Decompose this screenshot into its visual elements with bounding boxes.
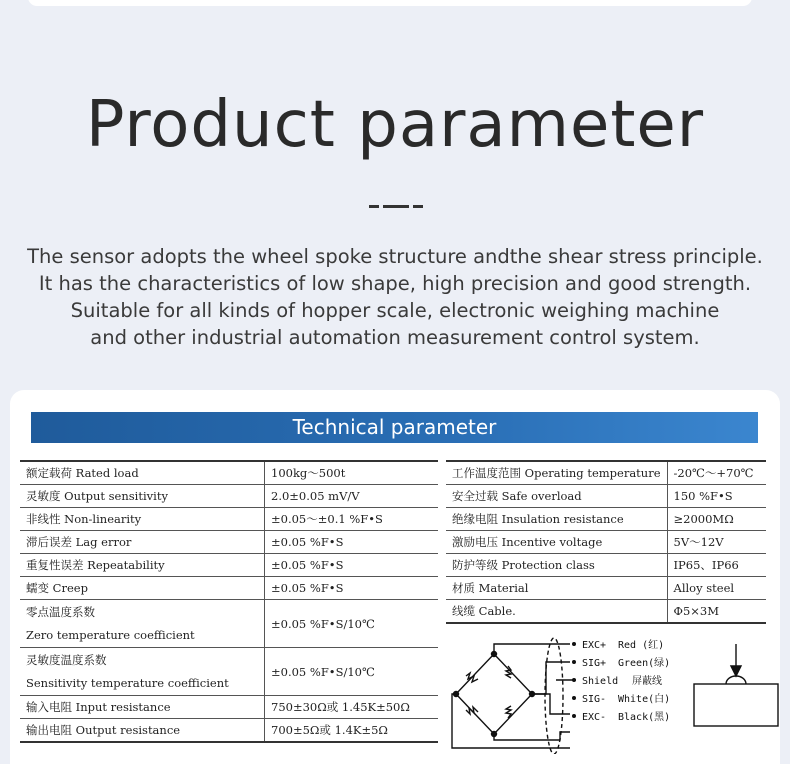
spec-label: 灵敏度 Output sensitivity [20,485,265,508]
table-row [446,600,766,624]
spec-label-en: Sensitivity temperature coefficient [26,676,229,690]
table-row [446,531,766,554]
wire-signal: EXC+ [582,640,607,651]
spec-value: ≥2000MΩ [667,508,766,531]
table-row [20,696,438,719]
spec-label: 激励电压 Incentive voltage [446,531,667,554]
description-line: It has the characteristics of low shape, high precision and good strength. [38,272,752,295]
previous-section-card [28,0,752,6]
spec-value: ±0.05～±0.1 %F•S [265,508,439,531]
spec-value: 750±30Ω或 1.45K±50Ω [265,696,439,719]
product-description [0,243,790,351]
wire-signal: SIG+ [582,658,607,669]
spec-label: 输出电阻 Output resistance [20,719,265,743]
spec-value: ±0.05 %F•S [265,554,439,577]
description-line: Suitable for all kinds of hopper scale, electronic weighing machine [70,299,720,322]
spec-label-cn: 灵敏度温度系数 [26,653,107,667]
wire-color: 屏蔽线 [632,676,662,687]
description-line: The sensor adopts the wheel spoke structure andthe shear stress principle. [27,245,763,268]
spec-label: 材质 Material [446,577,667,600]
spec-value: ±0.05 %F•S [265,531,439,554]
table-row [20,508,438,531]
wiring-diagram [450,636,780,754]
table-row [446,577,766,600]
spec-label [20,600,265,648]
table-row [446,485,766,508]
spec-label: 防护等级 Protection class [446,554,667,577]
spec-value: 700±5Ω或 1.4K±5Ω [265,719,439,743]
spec-label: 非线性 Non-linearity [20,508,265,531]
table-row [446,461,766,485]
table-row [20,531,438,554]
spec-label: 蠕变 Creep [20,577,265,600]
spec-label: 重复性误差 Repeatability [20,554,265,577]
spec-label: 绝缘电阻 Insulation resistance [446,508,667,531]
spec-label: 额定载荷 Rated load [20,461,265,485]
spec-value: IP65、IP66 [667,554,766,577]
spec-value: -20℃～+70℃ [667,461,766,485]
spec-value: 5V～12V [667,531,766,554]
spec-label [20,648,265,696]
table-row [20,485,438,508]
spec-label: 输入电阻 Input resistance [20,696,265,719]
spec-value: 150 %F•S [667,485,766,508]
wire-color: Green(绿) [618,658,671,669]
table-row [20,577,438,600]
table-row [446,508,766,531]
spec-value: ±0.05 %F•S/10℃ [265,648,439,696]
table-row [20,648,438,696]
table-row [20,719,438,743]
wire-color: White(白) [618,694,671,705]
spec-label: 线缆 Cable. [446,600,667,624]
spec-label-cn: 零点温度系数 [26,605,95,619]
technical-parameter-banner: Technical parameter [31,412,758,443]
wire-signal: SIG- [582,694,607,705]
wire-color: Red (红) [618,640,665,651]
wheatstone-bridge-icon [452,638,576,754]
technical-parameter-card [10,390,780,764]
wire-labels [572,639,670,723]
spec-value: Φ5×3M [667,600,766,624]
description-line: and other industrial automation measurement control system. [90,326,700,349]
wire-signal: Shield [582,676,619,687]
spec-label: 滞后误差 Lag error [20,531,265,554]
spec-label: 工作温度范围 Operating temperature [446,461,667,485]
spec-value: 100kg～500t [265,461,439,485]
table-row [20,461,438,485]
spec-value: 2.0±0.05 mV/V [265,485,439,508]
table-row [20,554,438,577]
table-row [20,600,438,648]
wire-signal: EXC- [582,712,607,723]
spec-value: ±0.05 %F•S [265,577,439,600]
left-spec-table [20,460,438,743]
spec-value: Alloy steel [667,577,766,600]
table-row [446,554,766,577]
right-spec-table [446,460,766,624]
load-direction-icon [694,644,778,726]
spec-value: ±0.05 %F•S/10℃ [265,600,439,648]
wire-color: Black(黑) [618,712,671,723]
spec-label: 安全过载 Safe overload [446,485,667,508]
title-divider [369,205,423,209]
page-title: Product parameter [85,88,705,162]
spec-label-en: Zero temperature coefficient [26,628,195,642]
